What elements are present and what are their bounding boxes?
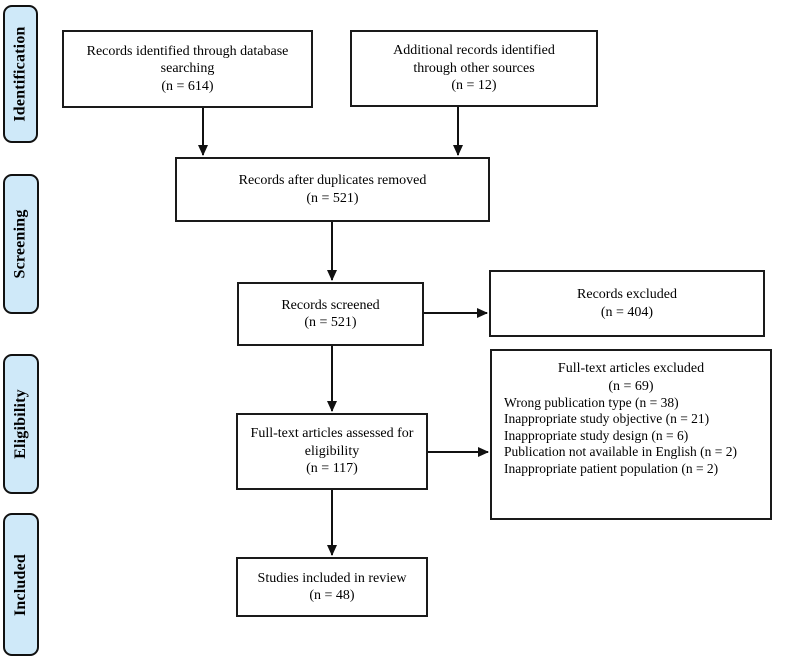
- box-count: (n = 521): [306, 190, 359, 206]
- box-text: Records screened: [281, 297, 380, 313]
- excluded-reason: Inappropriate study design (n = 6): [504, 427, 689, 443]
- box-count: (n = 69): [608, 378, 654, 394]
- box-count: (n = 614): [161, 78, 214, 94]
- stage-label-identification: [3, 5, 38, 143]
- excluded-reason: Inappropriate patient population (n = 2): [504, 460, 719, 476]
- stage-label-included: [3, 513, 39, 656]
- box-text: Studies included in review: [257, 570, 407, 586]
- excluded-reasons-list: [498, 395, 764, 477]
- box-records-screened: [237, 282, 424, 346]
- box-text: Records after duplicates removed: [238, 173, 427, 188]
- box-records-after-duplicates: [175, 157, 490, 222]
- box-records-excluded: [489, 270, 765, 337]
- box-additional-records-other-sources: [350, 30, 598, 107]
- stage-label-text: Screening: [12, 209, 29, 279]
- stage-label-text: Eligibility: [12, 389, 29, 459]
- box-text: Records identified through database searching: [86, 43, 289, 77]
- stage-label-eligibility: [3, 354, 39, 494]
- box-fulltext-excluded: [490, 349, 772, 520]
- box-count: (n = 117): [306, 461, 358, 477]
- box-fulltext-assessed: [236, 413, 428, 490]
- stage-label-text: Identification: [11, 26, 29, 122]
- excluded-reason: Wrong publication type (n = 38): [504, 395, 679, 410]
- box-studies-included: [236, 557, 428, 617]
- box-count: (n = 12): [451, 78, 497, 94]
- box-title: Full-text articles excluded: [557, 361, 705, 376]
- box-text: Additional records identified through other sources: [393, 43, 555, 76]
- stage-label-screening: [3, 174, 39, 314]
- box-records-identified-database: [62, 30, 313, 108]
- box-text: Full-text articles assessed for eligibility: [250, 426, 414, 459]
- box-count: (n = 48): [309, 588, 355, 603]
- box-text: Records excluded: [577, 287, 677, 302]
- stage-label-text: Included: [12, 553, 30, 616]
- excluded-reason: Publication not available in English (n = 2): [504, 444, 737, 460]
- box-count: (n = 404): [600, 304, 654, 320]
- excluded-reason: Inappropriate study objective (n = 21): [504, 411, 710, 427]
- box-count: (n = 521): [304, 315, 357, 330]
